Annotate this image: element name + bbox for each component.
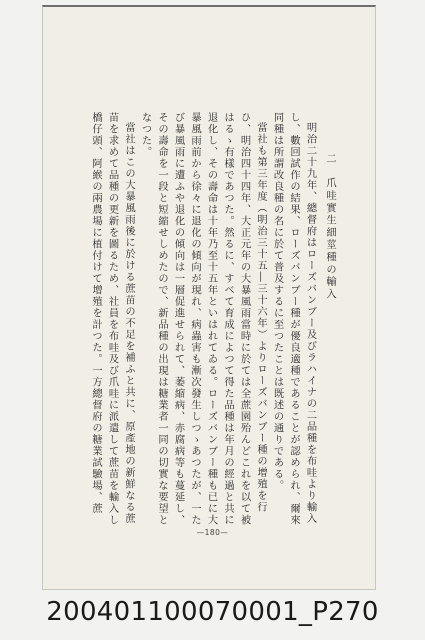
paragraph-3: 當社はこの大暴風雨後に於ける蔗苗の不足を補ふと共に、原產地の新鮮なる蔗苗を求めて品種の更新を圖るため、社員を布哇及び爪哇に派遣して蔗苗を輸入し橋仔頭、阿緱の兩農場に植付けて增殖を計つた。一方總督府の糖業試驗場、蔗 <box>90 112 135 526</box>
image-caption: 200401100070001_P270 <box>46 597 379 627</box>
paragraph-1: 明治二十九年、總督府はローズバンブー及びラハイナの二品種を布哇より輸入し、數回試作の結果、ローズバンブー種が優良適種であることが認められ、爾來同種は所謂改良種の名に於て普及するに至つたことは既述の通りである。 <box>271 112 317 526</box>
section-heading: 二 爪哇實生細莖種の輸入 <box>324 153 336 301</box>
vertical-text-block <box>70 112 338 532</box>
paragraph-2: 當社も第三年度（明治三十五―三十六年）よりローズバンブー種の增殖を行ひ、明治四十四年、大正元年の大暴風雨當時に於ては全蔗園殆んどこれを以て被はるゝ有樣であつた。然るに、すべて育成によつて得た品種は年月の經過と共に退化し、その壽命は十年乃至十五年といはれてゐる。ローズバンブー種も已に大暴風雨前から徐々に退化の傾向が現れ、病蟲害も漸次發生しつゝあつたが、一たび暴風雨に遭ふや退化の傾向は一層促進せられて、萎縮病、赤腐病等も蔓延し、その壽命を一段と短縮せしめたので、新品種の出現は糖業者一同の切實な要望となつた。 <box>139 112 267 526</box>
page-number: —180— <box>196 528 229 537</box>
